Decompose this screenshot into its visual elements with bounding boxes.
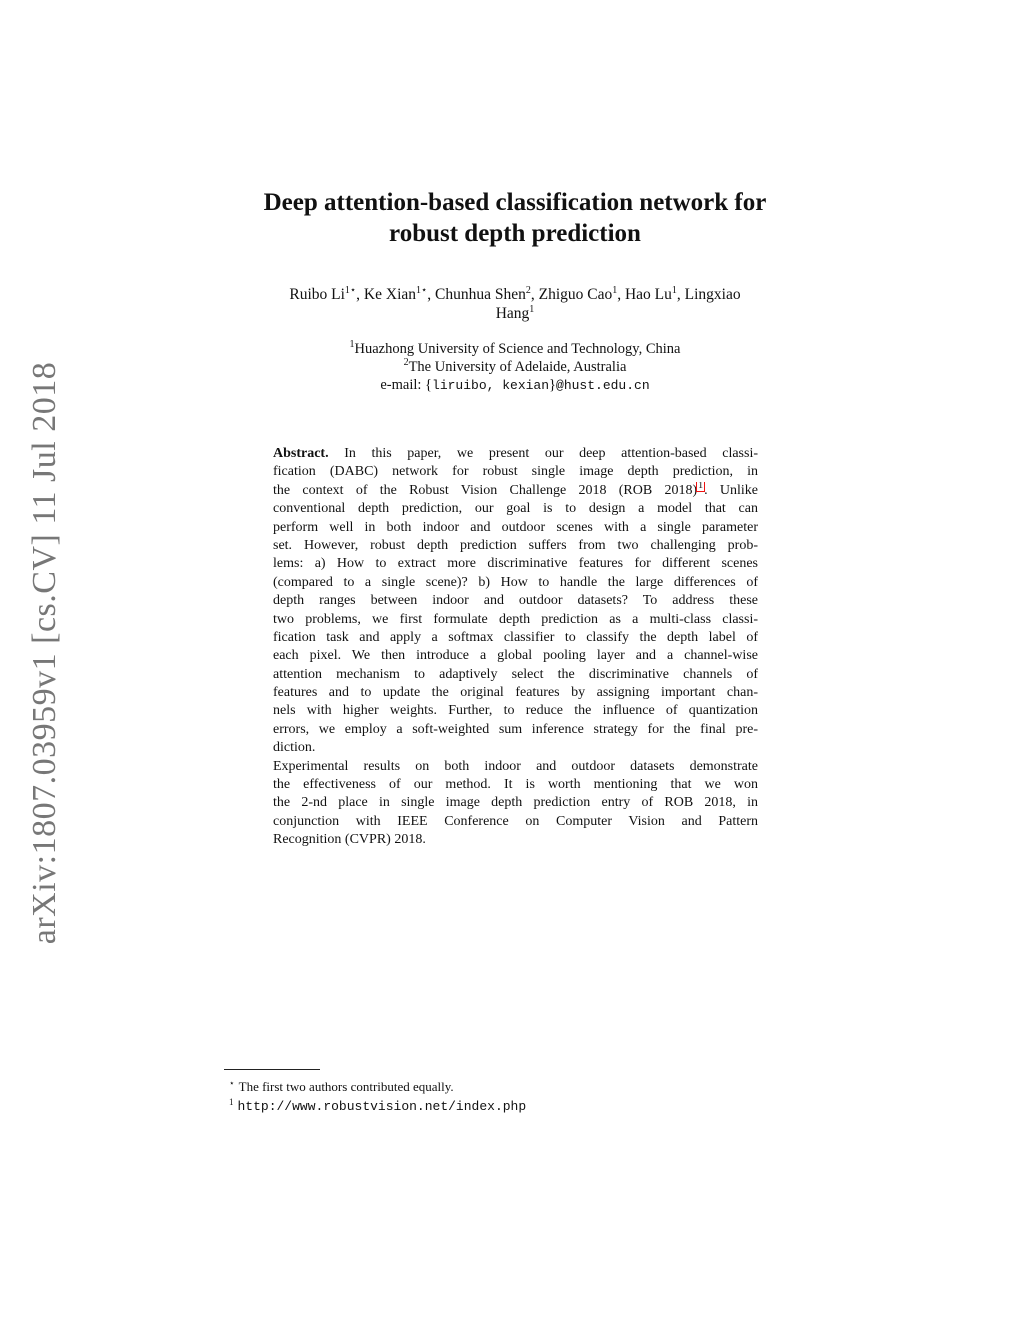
- email-users: liruibo, kexian: [432, 378, 550, 393]
- author-list: [200, 285, 830, 323]
- author-name: , Chunhua Shen: [427, 286, 526, 303]
- brace-close: }: [549, 377, 557, 393]
- abstract-line: Recognition (CVPR) 2018.: [273, 832, 426, 848]
- author-affil-mark: 2: [525, 284, 531, 296]
- arxiv-sidebar: [23, 361, 67, 945]
- title-line-1: Deep attention-based classification network for: [263, 189, 767, 216]
- footnote-text: The first two authors contributed equally.: [238, 1079, 454, 1094]
- author-affil-mark: 1: [671, 284, 677, 296]
- abstract-line: errors, we employ a soft-weighted sum inference strategy for the final pre-: [273, 721, 758, 737]
- abstract-line: fication task and apply a softmax classifier to classify the depth label of: [273, 629, 758, 645]
- email-domain: @hust.edu.cn: [556, 378, 650, 393]
- abstract-line: [273, 445, 758, 463]
- abstract-line: (compared to a single scene)? b) How to handle the large differences of: [273, 574, 758, 590]
- abstract-line: two problems, we first formulate depth prediction as a multi-class classi-: [273, 611, 758, 627]
- affiliation-2: [200, 358, 830, 376]
- email-label: e-mail:: [380, 377, 426, 393]
- abstract-line: [273, 482, 758, 500]
- abstract-heading: Abstract.: [273, 446, 329, 461]
- footnote-link[interactable]: 1: [698, 481, 704, 492]
- footnote-1: [229, 1077, 749, 1096]
- authors-line-1: [200, 285, 830, 304]
- abstract-line: perform well in both indoor and outdoor scenes with a single parameter: [273, 519, 758, 535]
- affiliation-text: The University of Adelaide, Australia: [408, 359, 627, 375]
- abstract-text: the context of the Robust Vision Challenge 2018 (ROB 2018): [273, 482, 698, 498]
- abstract-line: the 2-nd place in single image depth prediction entry of ROB 2018, in: [273, 795, 758, 811]
- author-affil-mark: 1⋆: [416, 284, 428, 296]
- abstract-line: each pixel. We then introduce a global pooling layer and a channel-wise: [273, 648, 758, 664]
- abstract-line: set. However, robust depth prediction suffers from two challenging prob-: [273, 537, 758, 553]
- author-affil-mark: 1: [529, 303, 535, 315]
- affil-mark: 2: [403, 357, 409, 369]
- abstract-line: nels with higher weights. Further, to reduce the influence of quantization: [273, 703, 758, 719]
- affiliations: [200, 340, 830, 395]
- email-line: [200, 376, 830, 395]
- abstract: [273, 445, 758, 850]
- author-name: Hang: [495, 305, 530, 322]
- author-affil-mark: 1⋆: [344, 284, 357, 296]
- brace-open: {: [425, 377, 433, 393]
- author-name: , Ke Xian: [356, 286, 416, 303]
- author-affil-mark: 1: [612, 284, 618, 296]
- authors-line-2: [200, 304, 830, 323]
- abstract-text: In this paper, we present our deep attention-based classi-: [344, 446, 758, 461]
- abstract-text: . Unlike: [704, 482, 758, 498]
- author-name: , Hao Lu: [617, 286, 672, 303]
- title-line-2: robust depth prediction: [389, 220, 641, 247]
- abstract-line: attention mechanism to adaptively select the discriminative channels of: [273, 666, 758, 682]
- arxiv-identifier: arXiv:1807.03959v1 [cs.CV] 11 Jul 2018: [26, 361, 63, 945]
- abstract-line: lems: a) How to extract more discriminative features for different scenes: [273, 556, 758, 572]
- abstract-line: conventional depth prediction, our goal is to design a model that can: [273, 501, 758, 517]
- abstract-line: Experimental results on both indoor and outdoor datasets demonstrate: [273, 758, 758, 774]
- author-name: , Lingxiao: [676, 286, 741, 303]
- author-name: , Zhiguo Cao: [530, 286, 613, 303]
- abstract-line: diction.: [273, 740, 316, 756]
- footnote-2: [229, 1096, 749, 1116]
- footnote-divider: [224, 1069, 320, 1070]
- abstract-line: fication (DABC) network for robust single image depth prediction, in: [273, 464, 758, 480]
- author-name: Ruibo Li: [289, 286, 345, 303]
- footnote-url[interactable]: http://www.robustvision.net/index.php: [237, 1099, 527, 1114]
- abstract-line: the effectiveness of our method. It is worth mentioning that we won: [273, 777, 758, 793]
- paper-title: [200, 187, 830, 249]
- abstract-line: features and to update the original features by assigning important chan-: [273, 685, 758, 701]
- abstract-line: conjunction with IEEE Conference on Computer Vision and Pattern: [273, 813, 758, 829]
- footnote-mark: 1: [229, 1096, 234, 1107]
- affiliation-1: [200, 340, 830, 358]
- footnotes: [229, 1077, 749, 1116]
- affiliation-text: Huazhong University of Science and Technology, China: [354, 341, 681, 357]
- affil-mark: 1: [349, 339, 355, 351]
- footnote-mark: ⋆: [229, 1077, 235, 1088]
- abstract-line: depth ranges between indoor and outdoor datasets? To address these: [273, 593, 758, 609]
